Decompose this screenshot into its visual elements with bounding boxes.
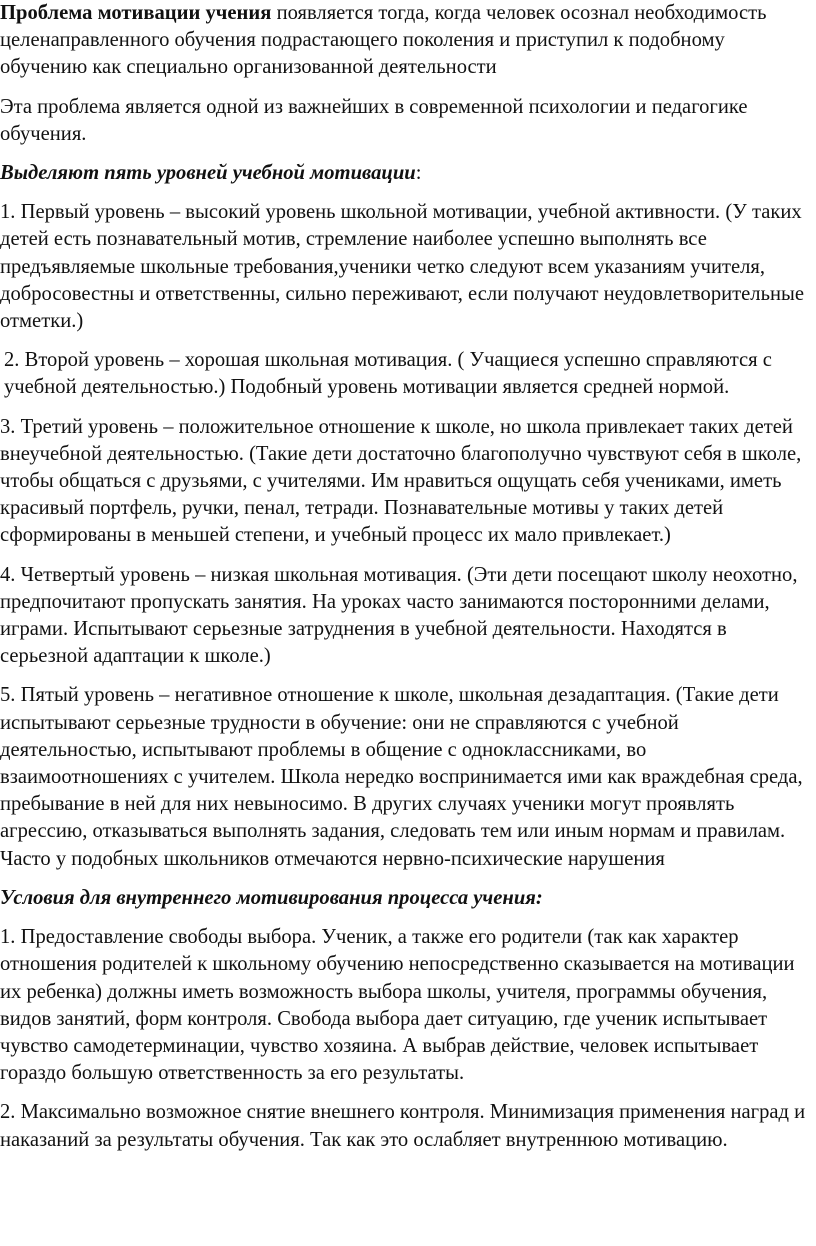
- levels-heading-colon: :: [415, 162, 422, 185]
- condition-1-paragraph: 1. Предоставление свободы выбора. Ученик, а также его родители (так как характер отношения родителей к школьному обучению непосредственно сказывается на мотивации их ребенка) должны иметь возможность выбора школы, учителя, программы обучения, видов занятий, форм контроля. Свобода выбора дает ситуацию, где ученик испытывает чувство самодетерминации, чувство хозяина. А выбрав действие, человек испытывает гораздо большую ответственность за его результаты.: [0, 926, 795, 1085]
- level-1-paragraph: 1. Первый уровень – высокий уровень школьной мотивации, учебной активности. (У таких детей есть познавательный мотив, стремление наиболее успешно выполнять все предъявляемые школьные требования,ученики четко следуют всем указаниям учителя, добросовестны и ответственны, сильно переживают, если получают неудовлетворительные отметки.): [0, 201, 804, 333]
- intro-text: появляется тогда, когда человек осознал необходимость целенаправленного обучения подрастающего поколения и приступил к подобному обучению как специально организованной деятельности: [0, 2, 767, 79]
- level-5-paragraph: 5. Пятый уровень – негативное отношение к школе, школьная дезадаптация. (Такие дети испытывают серьезные трудности в обучение: они не справляются с учебной деятельностью, испытывают проблемы в общение с одноклассниками, во взаимоотношениях с учителем. Школа нередко воспринимается ими как враждебная среда, пребывание в ней для них невыносимо. В других случаях ученики могут проявлять агрессию, отказываться выполнять задания, следовать тем или иным нормам и правилам. Часто у подобных школьников отмечаются нервно-психические нарушения: [0, 684, 803, 870]
- intro-term: Проблема мотивации учения: [0, 2, 272, 24]
- level-2-paragraph: 2. Второй уровень – хорошая школьная мотивация. ( Учащиеся успешно справляются с учебной деятельностью.) Подобный уровень мотивации является средней нормой.: [4, 349, 772, 399]
- condition-2-paragraph: 2. Максимально возможное снятие внешнего контроля. Минимизация применения наград и наказаний за результаты обучения. Так как это ослабляет внутреннюю мотивацию.: [0, 1101, 806, 1151]
- conditions-heading: Условия для внутреннего мотивирования процесса учения:: [0, 886, 543, 909]
- importance-paragraph: Эта проблема является одной из важнейших в современной психологии и педагогике обучения.: [0, 95, 748, 145]
- levels-heading-text: Выделяют пять уровней учебной мотивации: [0, 162, 416, 185]
- levels-heading: [0, 160, 812, 187]
- level-4-paragraph: 4. Четвертый уровень – низкая школьная мотивация. (Эти дети посещают школу неохотно, предпочитают пропускать занятия. На уроках часто занимаются посторонними делами, играми. Испытывают серьезные затруднения в учебной деятельности. Находятся в серьезной адаптации к школе.): [0, 563, 798, 668]
- level-3-paragraph: 3. Третий уровень – положительное отношение к школе, но школа привлекает таких детей внеучебной деятельностью. (Такие дети достаточно благополучно чувствуют себя в школе, чтобы общаться с друзьями, с учителями. Им нравиться ощущать себя учениками, иметь красивый портфель, ручки, пенал, тетради. Познавательные мотивы у таких детей сформированы в меньшей степени, и учебный процесс их мало привлекает.): [0, 415, 802, 547]
- intro-paragraph: [0, 0, 812, 82]
